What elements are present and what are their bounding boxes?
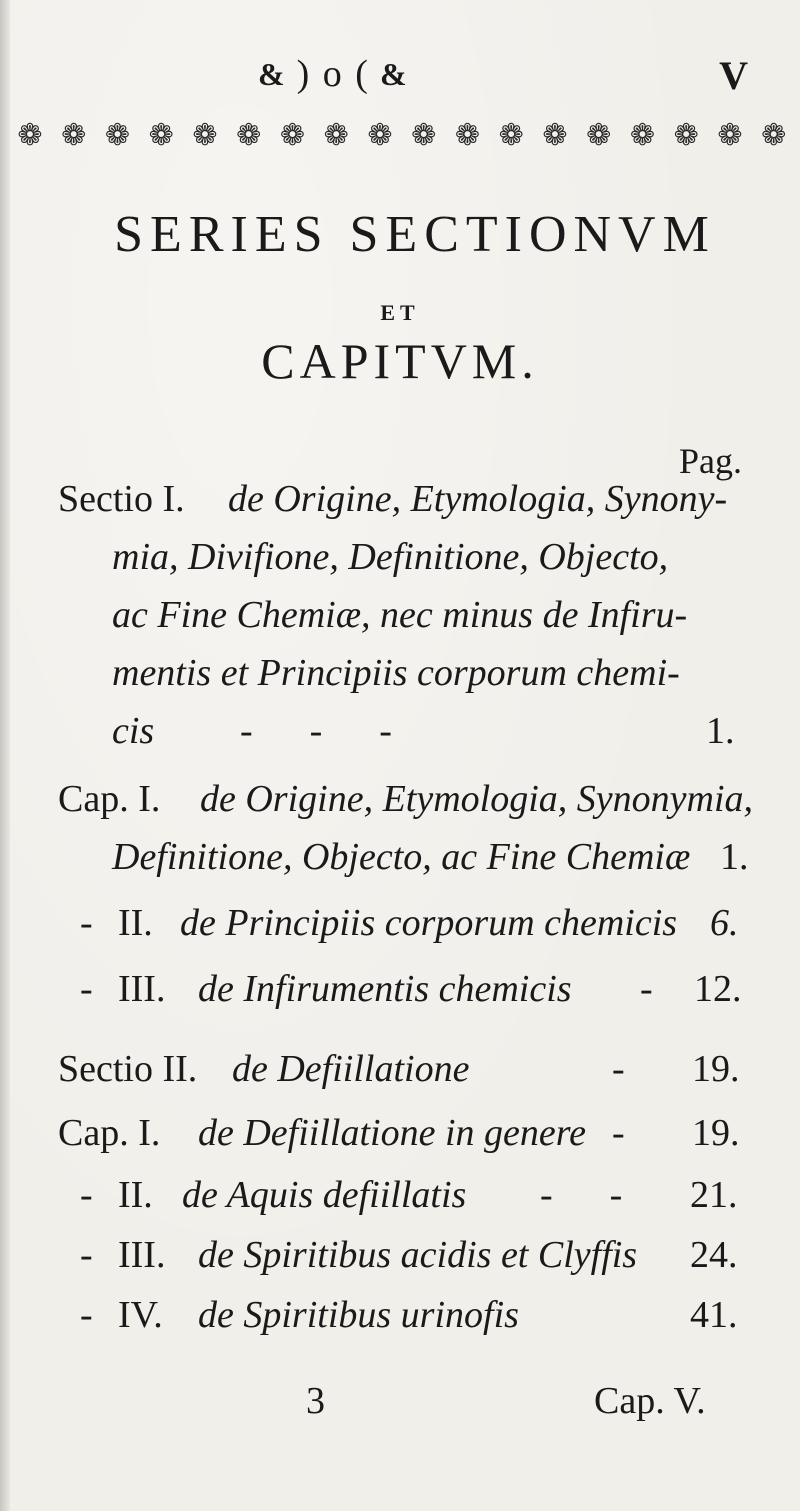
entry-page: 19.: [692, 1112, 740, 1154]
fleuron-icon: ❁: [148, 119, 174, 152]
fleuron-icon: ❁: [761, 119, 787, 152]
fleuron-icon: ❁: [498, 119, 524, 152]
entry-page: 24.: [690, 1234, 738, 1276]
page-number: V: [719, 53, 748, 98]
entry-lead: Cap. I.: [58, 778, 161, 820]
entry-text: mentis et Principiis corporum chemi-: [112, 652, 680, 694]
fleuron-icon: ❁: [236, 119, 262, 152]
fleuron-icon: ❁: [192, 119, 218, 152]
catchword: Cap. V.: [594, 1380, 706, 1422]
entry-text: ac Fine Chemiæ, nec minus de Infiru-: [112, 594, 688, 636]
leader-dashes: - -: [540, 1174, 623, 1216]
leader-dashes: - - -: [240, 710, 392, 752]
entry-page: 1.: [706, 710, 735, 752]
entry-text: de Infirumentis chemicis: [198, 968, 572, 1010]
entry-text: de Principiis corporum chemicis: [180, 902, 678, 944]
entry-lead: Sectio I.: [58, 478, 185, 520]
ornament-left-icon: &: [258, 55, 287, 92]
fleuron-icon: ❁: [104, 119, 131, 152]
entry-lead: Sectio II.: [58, 1048, 198, 1090]
running-head: [258, 52, 518, 96]
entry-lead: IV.: [118, 1294, 163, 1336]
entry-lead: III.: [118, 968, 166, 1010]
title-et: ET: [380, 300, 420, 325]
fleuron-icon: ❁: [17, 119, 43, 152]
fleuron-icon: ❁: [279, 119, 306, 152]
fleuron-icon: ❁: [673, 119, 699, 152]
entry-text: Definitione, Objecto, ac Fine Chemiæ: [112, 836, 691, 878]
entry-page: 21.: [690, 1174, 738, 1216]
fleuron-icon: ❁: [323, 119, 349, 152]
pag-column-label: Pag.: [679, 441, 742, 481]
entry-text: cis: [112, 710, 155, 752]
fleuron-icon: ❁: [61, 119, 87, 152]
entry-dash: -: [80, 968, 93, 1010]
entry-dash: -: [80, 1234, 93, 1276]
entry-lead: III.: [118, 1234, 166, 1276]
entry-page: 6.: [710, 902, 739, 944]
entry-lead: Cap. I.: [58, 1112, 161, 1154]
signature-mark: 3: [306, 1380, 325, 1422]
entry-text: de Aquis defiillatis: [182, 1174, 467, 1216]
entry-text: de Spiritibus acidis et Clyffis: [198, 1234, 638, 1276]
ornament-right-icon: &: [379, 55, 409, 92]
entry-lead: II.: [118, 1174, 153, 1216]
entry-page: 19.: [692, 1048, 740, 1090]
running-head-text: ) o (: [296, 53, 370, 95]
entry-lead: II.: [118, 902, 153, 944]
fleuron-icon: ❁: [717, 119, 743, 152]
leader-dash: -: [612, 1048, 625, 1090]
entry-page: 41.: [690, 1294, 738, 1336]
fleuron-icon: ❁: [454, 119, 481, 152]
fleuron-icon: ❁: [629, 119, 656, 152]
fleuron-icon: ❁: [411, 119, 437, 152]
entry-text: de Origine, Etymologia, Synonymia,: [200, 778, 754, 820]
leader-dash: -: [640, 968, 653, 1010]
entry-dash: -: [80, 1294, 93, 1336]
entry-text: de Origine, Etymologia, Synony-: [228, 478, 728, 520]
binding-edge: [0, 0, 10, 1511]
title-series: SERIES SECTIONVM: [114, 206, 716, 263]
entry-page: 12.: [694, 968, 742, 1010]
title-capitum: CAPITVM.: [261, 333, 539, 389]
fleuron-icon: ❁: [542, 119, 568, 152]
entry-text: de Defiillatione: [232, 1048, 470, 1090]
entry-dash: -: [80, 1174, 93, 1216]
entry-text: de Spiritibus urinofis: [198, 1294, 519, 1336]
ornament-row: [12, 118, 792, 153]
entry-text: mia, Divifione, Definitione, Objecto,: [112, 536, 669, 578]
leader-dash: -: [612, 1112, 625, 1154]
fleuron-icon: ❁: [367, 119, 393, 152]
entry-dash: -: [80, 902, 93, 944]
fleuron-icon: ❁: [586, 119, 612, 152]
entry-page: 1.: [720, 836, 749, 878]
entry-text: de Defiillatione in genere: [198, 1112, 586, 1154]
